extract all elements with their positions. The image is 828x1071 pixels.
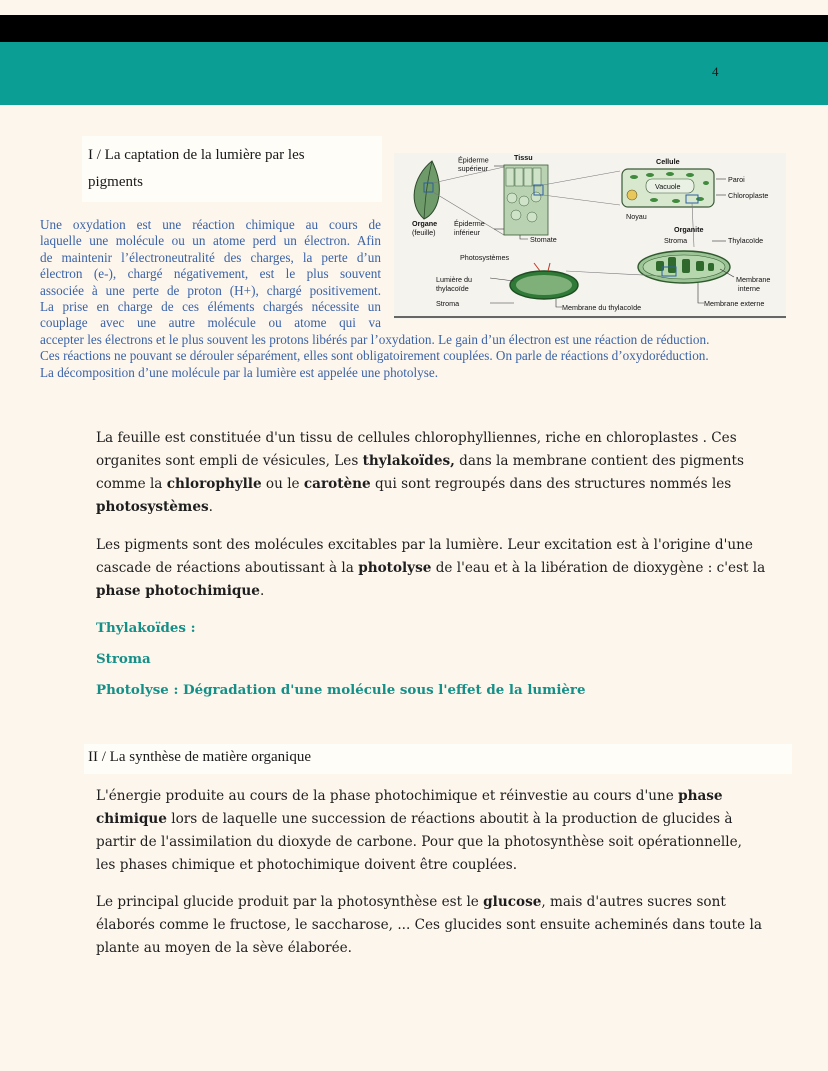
para-line: Le principal glucide produit par la photosynthèse est le glucose, mais d'autres sucres sont: [96, 894, 726, 910]
fig-label-stomate: Stomate: [530, 235, 557, 244]
fig-label-tissu: Tissu: [514, 153, 533, 162]
header-black-bar: [0, 15, 828, 42]
fig-label-paroi: Paroi: [728, 175, 745, 184]
header-teal-band: [0, 42, 828, 105]
intro-line: laquelle une molécule ou un atome perd un électron. Afin: [40, 233, 381, 249]
fig-label-stroma-top: Stroma: [664, 236, 688, 245]
leaf-structure-paragraph: [96, 427, 744, 519]
intro-line: couplage avec une autre molécule ou atome qui va: [40, 315, 381, 331]
definition-photolyse: Photolyse : Dégradation d'une molécule sous l'effet de la lumière: [96, 682, 586, 698]
para-line: organites sont empli de vésicules, Les thylakoïdes, dans la membrane contient des pigments: [96, 453, 744, 469]
continuation-line: La décomposition d’une molécule par la lumière est appelée une photolyse.: [40, 364, 439, 380]
fig-label-superieur: supérieur: [458, 164, 488, 173]
para-line: plante au moyen de la sève élaborée.: [96, 940, 352, 956]
fig-label-organe: Organe: [412, 219, 438, 228]
definition-stroma: Stroma: [96, 651, 151, 667]
fig-label-epiderme-sup: Épiderme: [458, 155, 489, 165]
fig-label-epiderme-inf: Épiderme: [454, 219, 485, 228]
intro-line: Une oxydation est une réaction chimique au cours de: [40, 217, 381, 232]
page-number: 4: [712, 64, 719, 79]
para-line: Les pigments sont des molécules excitables par la lumière. Leur excitation est à l'origine d'une: [96, 537, 753, 553]
para-line: partir de l'assimilation du dioxyde de carbone. Pour que la photosynthèse soit opérationnelle,: [96, 834, 742, 850]
intro-line: La prise en charge de ces éléments chargés nécessite un: [40, 298, 381, 314]
para-line: chimique lors de laquelle une succession de réactions aboutit à la production de glucides à: [96, 811, 733, 827]
fig-label-thylacoide: Thylacoïde: [728, 236, 764, 245]
fig-label-cellule: Cellule: [656, 157, 680, 166]
section-2-heading: [84, 744, 792, 774]
section-1-title-line2: pigments: [88, 174, 143, 190]
glucose-paragraph: [96, 891, 762, 960]
fig-label-thylacoide-2: thylacoïde: [436, 284, 469, 293]
section-1-title-line1: I / La captation de la lumière par les: [88, 147, 305, 163]
oxidation-continuation-text: [40, 332, 792, 381]
fig-label-interne: interne: [738, 284, 760, 293]
pigments-paragraph: [96, 534, 766, 603]
leaf-to-thylakoid-diagram: [394, 153, 786, 319]
fig-label-membrane: Membrane: [736, 275, 771, 284]
para-line: L'énergie produite au cours de la phase photochimique et réinvestie au cours d'une phase: [96, 788, 723, 804]
definition-thylakoides: Thylakoïdes :: [96, 620, 196, 636]
fig-label-noyau: Noyau: [626, 212, 647, 221]
intro-line: associée à une perte de proton (H+), chargé positivement.: [40, 282, 381, 298]
para-line: La feuille est constituée d'un tissu de cellules chlorophylliennes, riche en chloroplastes . Ces: [96, 430, 737, 446]
fig-label-stroma-bottom: Stroma: [436, 299, 460, 308]
fig-label-membrane-externe: Membrane externe: [704, 299, 765, 308]
continuation-line: accepter les électrons et le plus souvent les protons libérés par l’oxydation. Le gain d’un électron est une réaction de réduction.: [40, 332, 710, 347]
fig-label-photosystemes: Photosystèmes: [460, 253, 510, 262]
para-line: photosystèmes.: [96, 499, 213, 515]
para-line: comme la chlorophylle ou le carotène qui sont regroupés dans des structures nommés les: [96, 476, 732, 492]
fig-label-feuille: (feuille): [412, 228, 436, 237]
fig-label-organite: Organite: [674, 225, 704, 234]
fig-label-lumiere: Lumière du: [436, 275, 472, 284]
intro-line: électron (e-), chargé négativement, est le plus souvent: [40, 266, 381, 282]
para-line: les phases chimique et photochimique doivent être couplées.: [96, 857, 518, 873]
intro-line: de maintenir l’électroneutralité des charges, la perte d’un: [40, 249, 381, 265]
para-line: phase photochimique.: [96, 583, 265, 599]
continuation-line: Ces réactions ne pouvant se dérouler séparément, elles sont obligatoirement couplées. On parle de réactions d’oxydoréduction.: [40, 348, 709, 364]
para-line: élaborés comme le fructose, le saccharose, ... Ces glucides sont ensuite acheminés dans toute la: [96, 917, 762, 933]
fig-label-inferieur: inférieur: [454, 228, 480, 237]
chemical-phase-paragraph: [96, 785, 742, 877]
section-2-title: II / La synthèse de matière organique: [88, 749, 311, 765]
oxidation-intro-text: [40, 217, 381, 332]
fig-label-vacuole: Vacuole: [655, 182, 681, 191]
section-1-heading: [82, 136, 382, 202]
para-line: cascade de réactions aboutissant à la photolyse de l'eau et à la libération de dioxygène : c'est la: [96, 560, 766, 576]
fig-label-chloroplaste: Chloroplaste: [728, 191, 769, 200]
fig-label-membrane-thylacoide: Membrane du thylacoïde: [562, 303, 642, 312]
